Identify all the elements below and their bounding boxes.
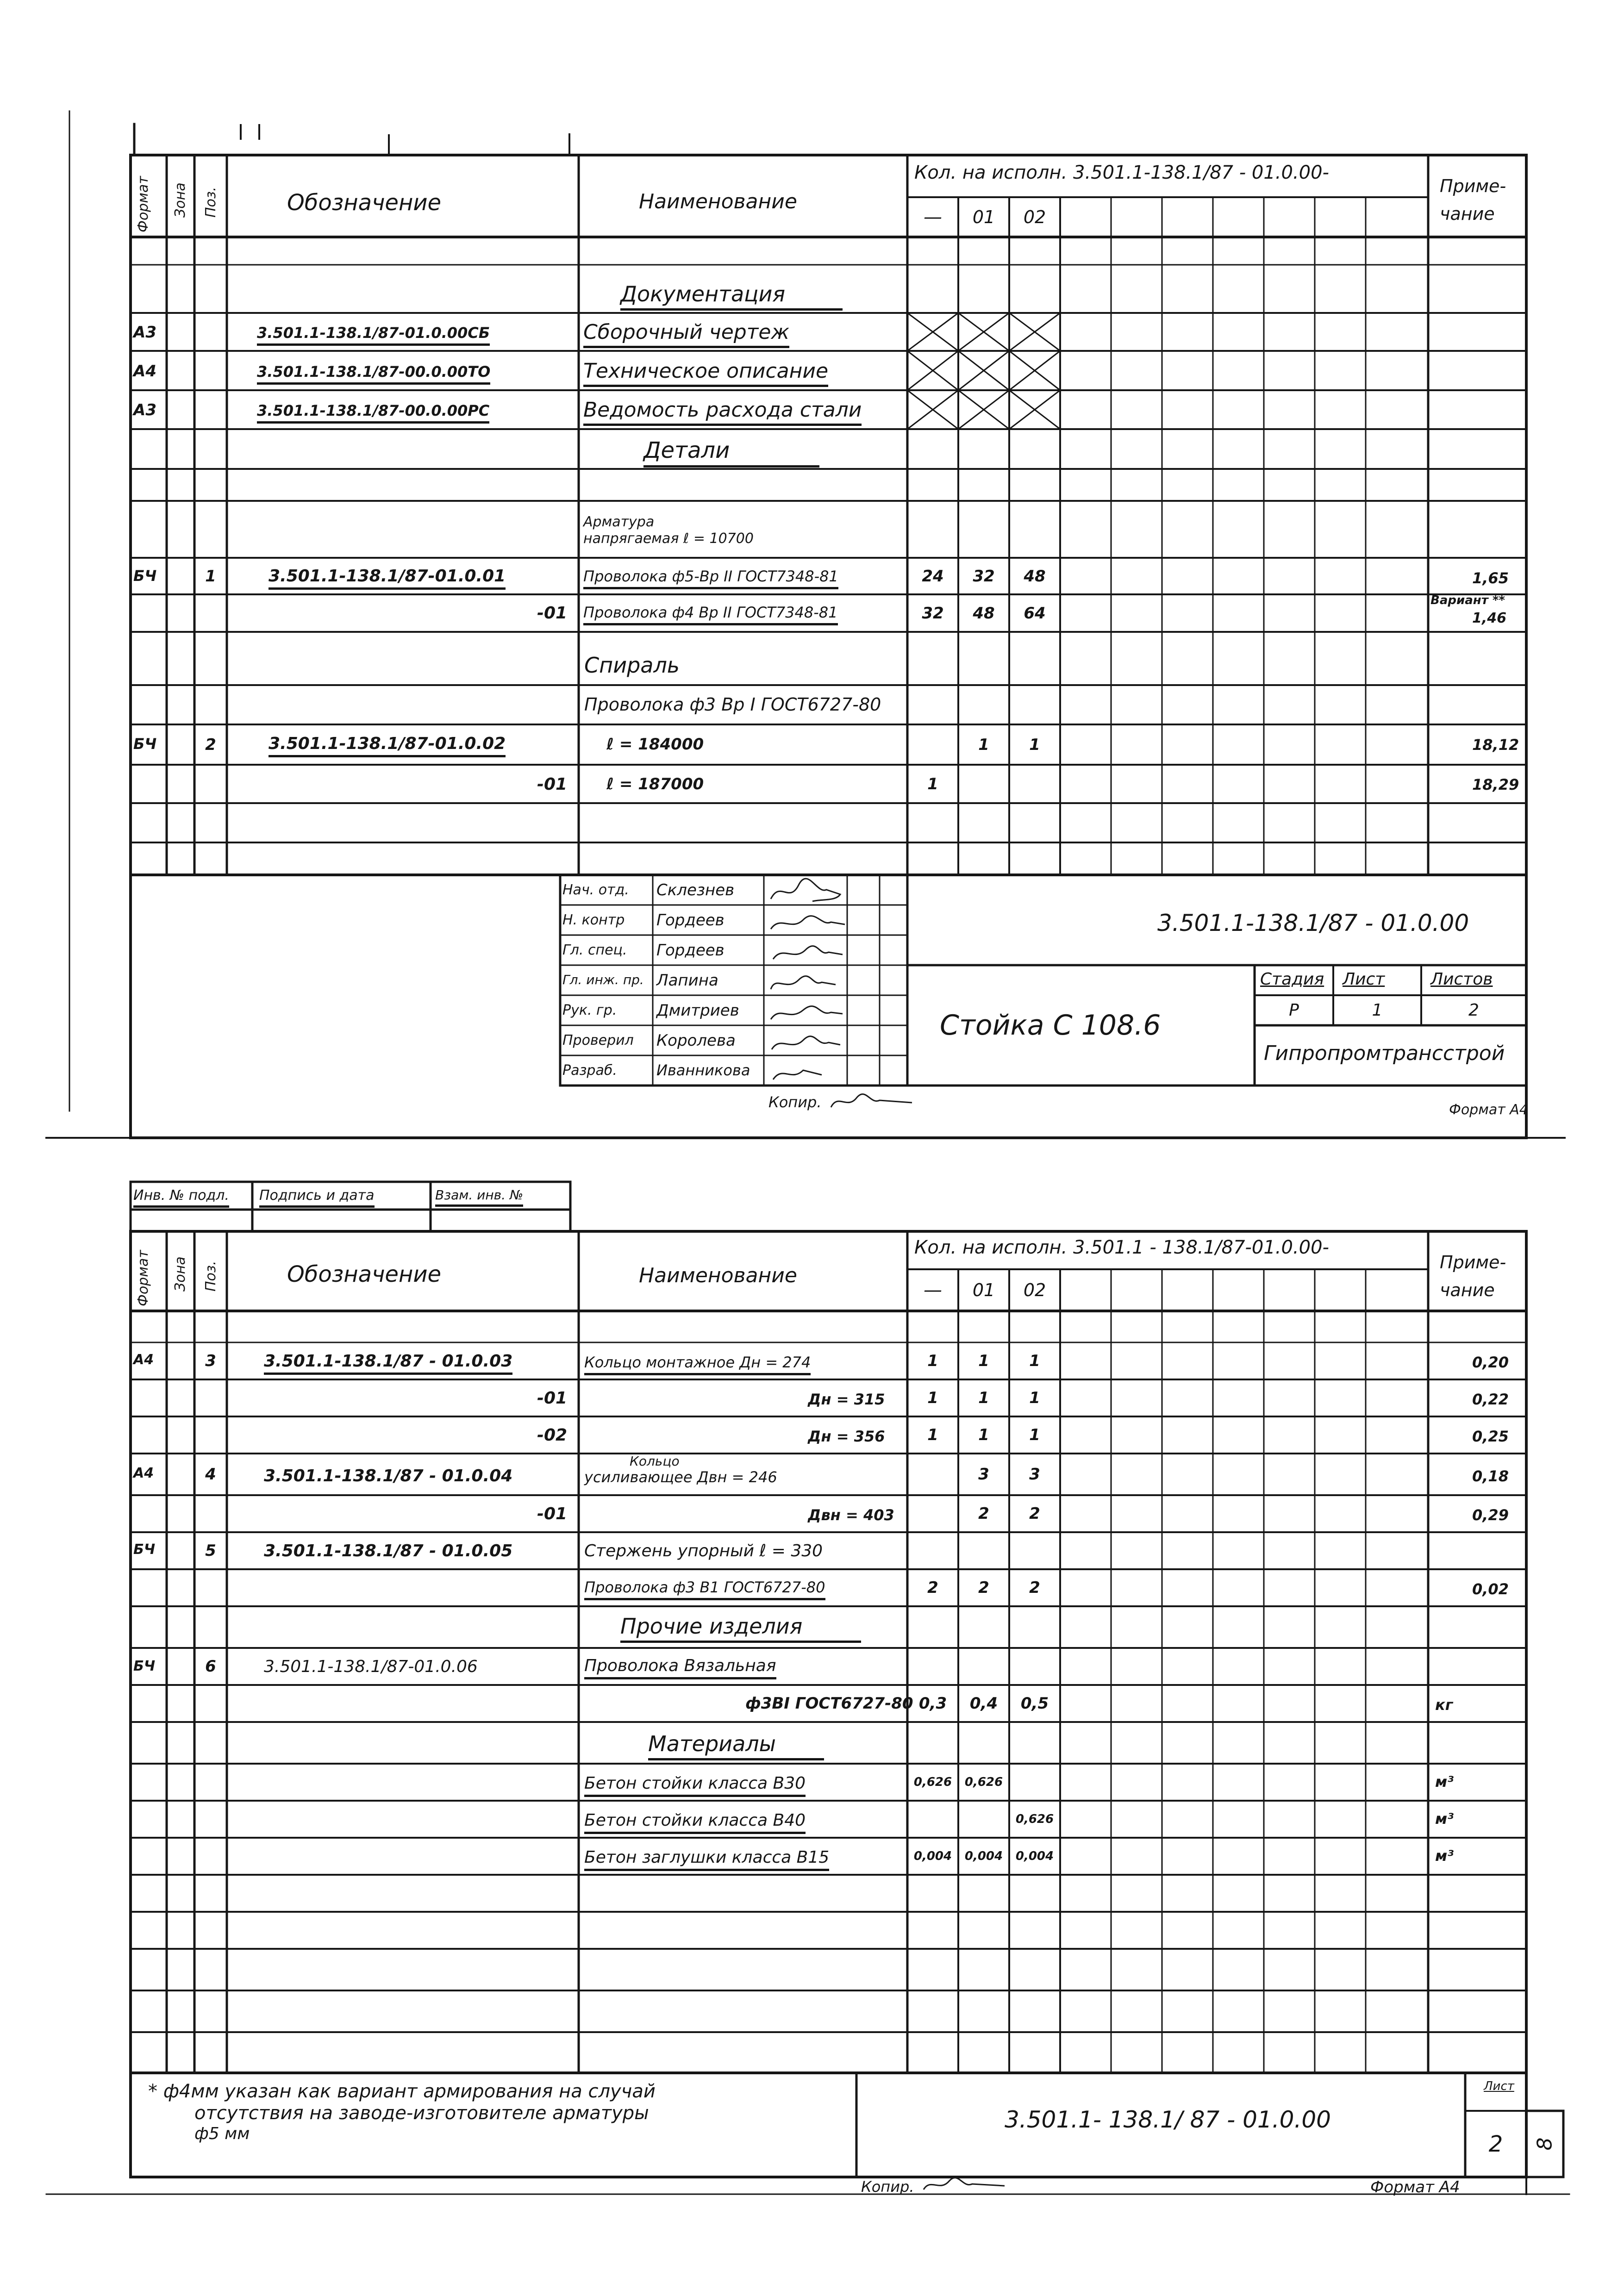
row-format: БЧ <box>133 735 157 753</box>
side-number: 8 <box>1533 2137 1557 2151</box>
row-designation: -01 <box>537 1389 568 1408</box>
header-zone: Зона <box>172 1256 188 1292</box>
row-name: Бетон стойки класса В30 <box>584 1774 806 1797</box>
copier-signature <box>921 2176 1014 2194</box>
row-note: 0,22 <box>1472 1391 1509 1408</box>
qty-01: 1 <box>978 735 989 754</box>
qty-01: 2 <box>978 1578 989 1597</box>
row-note: 0,20 <box>1472 1354 1509 1371</box>
row-name-top: Кольцо <box>630 1454 680 1469</box>
stamp-sheet-value: 1 <box>1372 1001 1383 1020</box>
row-format: А3 <box>133 401 156 419</box>
section-documentation: Документация <box>620 281 843 311</box>
row-name: Двн = 403 <box>808 1506 894 1524</box>
row-designation: 3.501.1-138.1/87-01.0.01 <box>269 567 506 590</box>
stamp-name: Дмитриев <box>656 1001 739 1020</box>
row-name: Бетон заглушки класса В15 <box>584 1848 829 1871</box>
qty-02: 64 <box>1024 604 1046 623</box>
qty-01: 32 <box>973 567 995 586</box>
header-col-01: 01 <box>972 207 995 227</box>
stamp-role: Нач. отд. <box>562 882 629 898</box>
header-name: Наименование <box>639 1264 797 1287</box>
qty-02: 1 <box>1029 1352 1040 1370</box>
copied-label: Копир. <box>861 2178 914 2196</box>
row-name: Дн = 315 <box>808 1391 885 1408</box>
spiral-wire-name: Проволока ф3 Вр I ГОСТ6727-80 <box>584 694 881 715</box>
qty-01: 1 <box>978 1352 989 1370</box>
row-designation: 3.501.1-138.1/87-01.0.02 <box>269 734 506 757</box>
footnote-line1: * ф4мм указан как вариант армирования на случай <box>148 2081 656 2102</box>
row-format: БЧ <box>133 567 157 585</box>
row-name: усиливающее Двн = 246 <box>584 1468 777 1486</box>
header-name: Наименование <box>639 190 797 213</box>
header-pos: Поз. <box>203 1260 219 1292</box>
section-materials: Материалы <box>648 1731 824 1760</box>
signature-scribbles <box>766 876 905 1085</box>
copied-label: Копир. <box>768 1093 822 1111</box>
format-footer: Формат А4 <box>1449 1102 1528 1118</box>
row-name: Ведомость расхода стали <box>583 398 862 426</box>
row-name: Дн = 356 <box>808 1428 885 1445</box>
qty-02: 0,5 <box>1020 1694 1049 1713</box>
qty-01: 1 <box>978 1389 989 1407</box>
header-note-2: чание <box>1440 204 1495 224</box>
row-name: Проволока ф5-Вр II ГОСТ7348-81 <box>583 568 838 589</box>
stamp-role: Гл. инж. пр. <box>562 972 644 987</box>
qty-02: 2 <box>1029 1504 1040 1523</box>
header-qty-title: Кол. на исполн. 3.501.1-138.1/87 - 01.0.00- <box>914 162 1329 183</box>
header-format: Формат <box>135 176 151 232</box>
qty-base: 24 <box>922 567 944 586</box>
row-designation: 3.501.1-138.1/87 - 01.0.05 <box>264 1541 513 1560</box>
row-designation: 3.501.1-138.1/87-00.0.00РС <box>257 402 489 424</box>
qty-base: 2 <box>927 1578 938 1597</box>
stamp-stage-label: Стадия <box>1260 970 1324 989</box>
header-designation: Обозначение <box>287 1261 442 1287</box>
sign-date-label: Подпись и дата <box>259 1187 375 1208</box>
row-note: 0,25 <box>1472 1428 1509 1445</box>
row-name: Кольцо монтажное Дн = 274 <box>584 1354 811 1375</box>
header-col-02: 02 <box>1023 1280 1046 1300</box>
stamp-name: Гордеев <box>656 941 725 960</box>
row-name: ф3ВI ГОСТ6727-80 <box>745 1694 913 1713</box>
qty-02: 3 <box>1029 1465 1040 1484</box>
qty-02: 1 <box>1029 735 1040 754</box>
qty-base: 0,004 <box>913 1849 952 1863</box>
qty-base: 0,626 <box>913 1775 952 1789</box>
row-note: 0,18 <box>1472 1467 1509 1485</box>
row-note: м³ <box>1435 1847 1454 1865</box>
stamp-name: Склезнев <box>656 881 735 899</box>
stamp-name: Лапина <box>656 971 718 990</box>
qty-02: 2 <box>1029 1578 1040 1597</box>
qty-01: 0,4 <box>969 1694 998 1713</box>
qty-01: 0,626 <box>964 1775 1003 1789</box>
row-name: Проволока Вязальная <box>584 1656 776 1679</box>
section-spiral: Спираль <box>584 653 680 678</box>
section-other-items: Прочие изделия <box>620 1614 861 1643</box>
header-col-01: 01 <box>972 1280 995 1300</box>
header-note-2: чание <box>1440 1280 1495 1300</box>
row-note: 1,46 <box>1472 610 1507 626</box>
qty-01: 48 <box>973 604 995 623</box>
row-designation: 3.501.1-138.1/87 - 01.0.03 <box>264 1352 512 1375</box>
stamp-name: Иванникова <box>656 1061 750 1079</box>
header-designation: Обозначение <box>287 190 442 216</box>
row-designation: -01 <box>537 604 568 623</box>
replace-inv-label: Взам. инв. № <box>435 1187 523 1207</box>
qty-base: 32 <box>922 604 944 623</box>
qty-02: 1 <box>1029 1426 1040 1444</box>
row-format: БЧ <box>133 1658 156 1674</box>
header-note-1: Приме- <box>1440 176 1506 196</box>
qty-base: 1 <box>927 1389 938 1407</box>
header-qty-title: Кол. на исполн. 3.501.1 - 138.1/87-01.0.00- <box>914 1237 1329 1258</box>
stamp-role: Разраб. <box>562 1062 617 1079</box>
row-pos: 1 <box>205 567 216 586</box>
row-note-variant: Вариант ** <box>1430 593 1505 607</box>
header-format: Формат <box>135 1250 151 1306</box>
header-col-dash: — <box>924 206 942 228</box>
row-designation: -01 <box>537 1504 568 1523</box>
header-col-dash: — <box>924 1279 942 1301</box>
row-pos: 4 <box>205 1465 216 1484</box>
row-note: 1,65 <box>1472 569 1509 587</box>
rebar-label-line2: напрягаемая ℓ = 10700 <box>583 530 754 547</box>
qty-base: 1 <box>927 1352 938 1370</box>
row-designation: 3.501.1-138.1/87-01.0.06 <box>264 1657 478 1676</box>
stamp-stage-value: Р <box>1289 1001 1299 1020</box>
qty-01: 2 <box>978 1504 989 1523</box>
row-format: А4 <box>133 1352 154 1368</box>
qty-01: 1 <box>978 1426 989 1444</box>
stamp-sheets-value: 2 <box>1468 1001 1479 1020</box>
stamp-sheet-label: Лист <box>1343 970 1385 989</box>
sheet2-sheet-number: 2 <box>1488 2131 1503 2157</box>
header-col-02: 02 <box>1023 207 1046 227</box>
sheet2-document-code: 3.501.1- 138.1/ 87 - 01.0.00 <box>1005 2106 1331 2133</box>
row-note: 0,02 <box>1472 1580 1509 1598</box>
stamp-name: Королева <box>656 1031 736 1050</box>
row-format: А3 <box>133 323 156 342</box>
row-format: БЧ <box>133 1541 156 1558</box>
row-name: Бетон стойки класса В40 <box>584 1811 806 1834</box>
rebar-label-line1: Арматура <box>583 514 655 530</box>
qty-02: 1 <box>1029 1389 1040 1407</box>
stamp-role: Н. контр <box>562 912 625 928</box>
row-pos: 5 <box>205 1541 216 1560</box>
row-name: ℓ = 187000 <box>606 775 704 793</box>
qty-02: 0,626 <box>1015 1812 1054 1826</box>
copier-signature <box>829 1089 921 1117</box>
stamp-organization: Гипропромтрансстрой <box>1264 1042 1505 1065</box>
footnote-line2: отсутствия на заводе-изготовителе арматуры <box>194 2103 649 2124</box>
header-note-1: Приме- <box>1440 1252 1506 1273</box>
row-designation: -02 <box>537 1426 568 1445</box>
footnote-line3: ф5 мм <box>194 2124 250 2143</box>
qty-01: 0,004 <box>964 1849 1003 1863</box>
row-note: 0,29 <box>1472 1506 1509 1524</box>
qty-base: 0,3 <box>918 1694 947 1713</box>
row-designation: -01 <box>537 775 568 794</box>
stamp-sheets-label: Листов <box>1430 970 1493 989</box>
qty-01: 3 <box>978 1465 989 1484</box>
inv-number-label: Инв. № подл. <box>133 1187 229 1208</box>
row-name: ℓ = 184000 <box>606 735 704 754</box>
qty-02: 0,004 <box>1015 1849 1054 1863</box>
row-designation: 3.501.1-138.1/87 - 01.0.04 <box>264 1466 513 1485</box>
row-name: Стержень упорный ℓ = 330 <box>584 1541 823 1560</box>
stamp-role: Рук. гр. <box>562 1002 617 1018</box>
qty-02: 48 <box>1024 567 1046 586</box>
row-note: м³ <box>1435 1773 1454 1791</box>
sheet2-sheet-label: Лист <box>1484 2079 1514 2093</box>
stamp-role: Проверил <box>562 1032 634 1048</box>
row-designation: 3.501.1-138.1/87-00.0.00ТО <box>257 363 490 385</box>
qty-base: 1 <box>927 774 938 793</box>
row-name: Техническое описание <box>583 359 828 387</box>
stamp-title: Стойка С 108.6 <box>940 1009 1161 1042</box>
row-pos: 3 <box>205 1352 216 1370</box>
row-name: Сборочный чертеж <box>583 320 789 348</box>
format-footer: Формат А4 <box>1370 2178 1460 2196</box>
qty-base: 1 <box>927 1426 938 1444</box>
stamp-document-code: 3.501.1-138.1/87 - 01.0.00 <box>1157 910 1469 936</box>
header-pos: Поз. <box>203 187 219 218</box>
section-details: Детали <box>643 437 819 468</box>
row-note: 18,29 <box>1472 776 1519 793</box>
row-note: 18,12 <box>1472 736 1519 754</box>
row-format: А4 <box>133 362 156 381</box>
row-format: А4 <box>133 1465 154 1481</box>
header-zone: Зона <box>172 182 188 218</box>
stamp-role: Гл. спец. <box>562 942 627 958</box>
row-name: Проволока ф3 В1 ГОСТ6727-80 <box>584 1578 825 1600</box>
row-name: Проволока ф4 Вр II ГОСТ7348-81 <box>583 604 838 625</box>
row-pos: 2 <box>205 735 216 754</box>
row-note: кг <box>1435 1696 1453 1714</box>
row-pos: 6 <box>205 1657 216 1676</box>
row-designation: 3.501.1-138.1/87-01.0.00СБ <box>257 324 490 346</box>
stamp-name: Гордеев <box>656 911 725 930</box>
row-note: м³ <box>1435 1810 1454 1828</box>
